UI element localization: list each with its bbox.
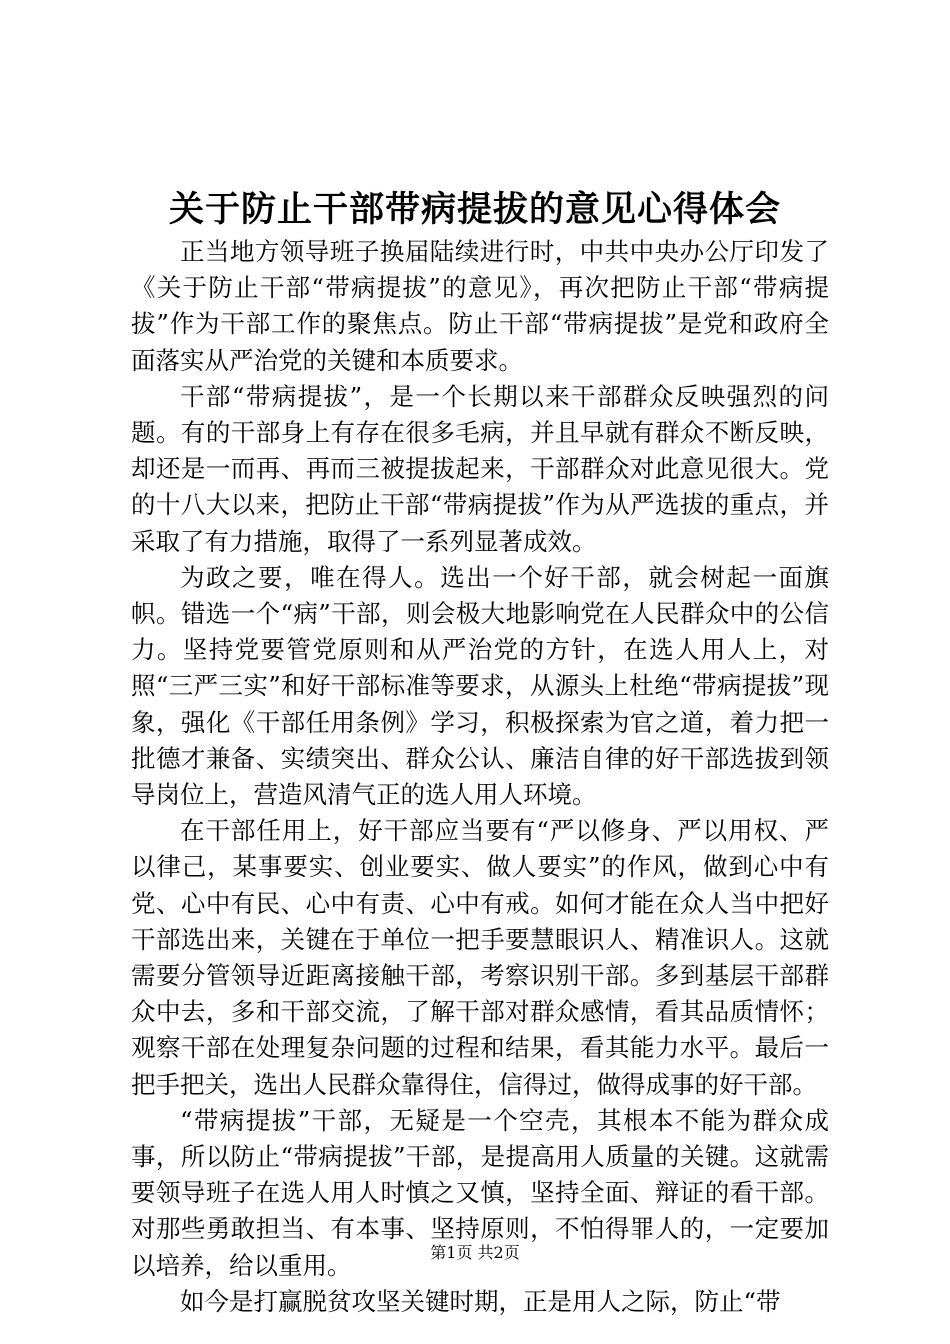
- paragraph: 为政之要，唯在得人。选出一个好干部，就会树起一面旗帜。错选一个“病”干部，则会极大地影响党在人民群众中的公信力。坚持党要管党原则和从严治党的方针，在选人用人上，对照“三严三实”和好干部标准等要求，从源头上杜绝“带病提拔”现象，强化《干部任用条例》学习，积极探索为官之道，着力把一批德才兼备、实绩突出、群众公认、廉洁自律的好干部选拔到领导岗位上，营造风清气正的选人用人环境。: [131, 562, 829, 810]
- paragraph: “带病提拔”干部，无疑是一个空壳，其根本不能为群众成事，所以防止“带病提拔”干部，是提高用人质量的关键。这就需要领导班子在选人用人时慎之又慎，坚持全面、辩证的看干部。对那些勇敢担当、有本事、坚持原则，不怕得罪人的，一定要加以培养，给以重用。: [131, 1105, 829, 1280]
- page-number: 第1页 共2页: [430, 1243, 520, 1262]
- paragraph: 如今是打赢脱贫攻坚关键时期，正是用人之际，防止“带: [180, 1286, 781, 1316]
- paragraph: 正当地方领导班子换届陆续进行时，中共中央办公厅印发了《关于防止干部“带病提拔”的意见》，再次把防止干部“带病提拔”作为干部工作的聚焦点。防止干部“带病提拔”是党和政府全面落实从严治党的关键和本质要求。: [131, 237, 829, 375]
- paragraph: 在干部任用上，好干部应当要有“严以修身、严以用权、严以律己，某事要实、创业要实、做人要实”的作风，做到心中有党、心中有民、心中有责、心中有戒。如何才能在众人当中把好干部选出来，关键在于单位一把手要慧眼识人、精准识人。这就需要分管领导近距离接触干部，考察识别干部。多到基层干部群众中去，多和干部交流，了解干部对群众感情，看其品质情怀；观察干部在处理复杂问题的过程和结果，看其能力水平。最后一把手把关，选出人民群众靠得住，信得过，做得成事的好干部。: [131, 816, 829, 1099]
- page-title: 关于防止干部带病提拔的意见心得体会: [168, 189, 781, 230]
- paragraph: 干部“带病提拔”，是一个长期以来干部群众反映强烈的问题。有的干部身上有存在很多毛病，并且早就有群众不断反映，却还是一而再、再而三被提拔起来，干部群众对此意见很大。党的十八大以来，把防止干部“带病提拔”作为从严选拔的重点，并采取了有力措施，取得了一系列显著成效。: [131, 381, 829, 556]
- document-body: [131, 234, 829, 1320]
